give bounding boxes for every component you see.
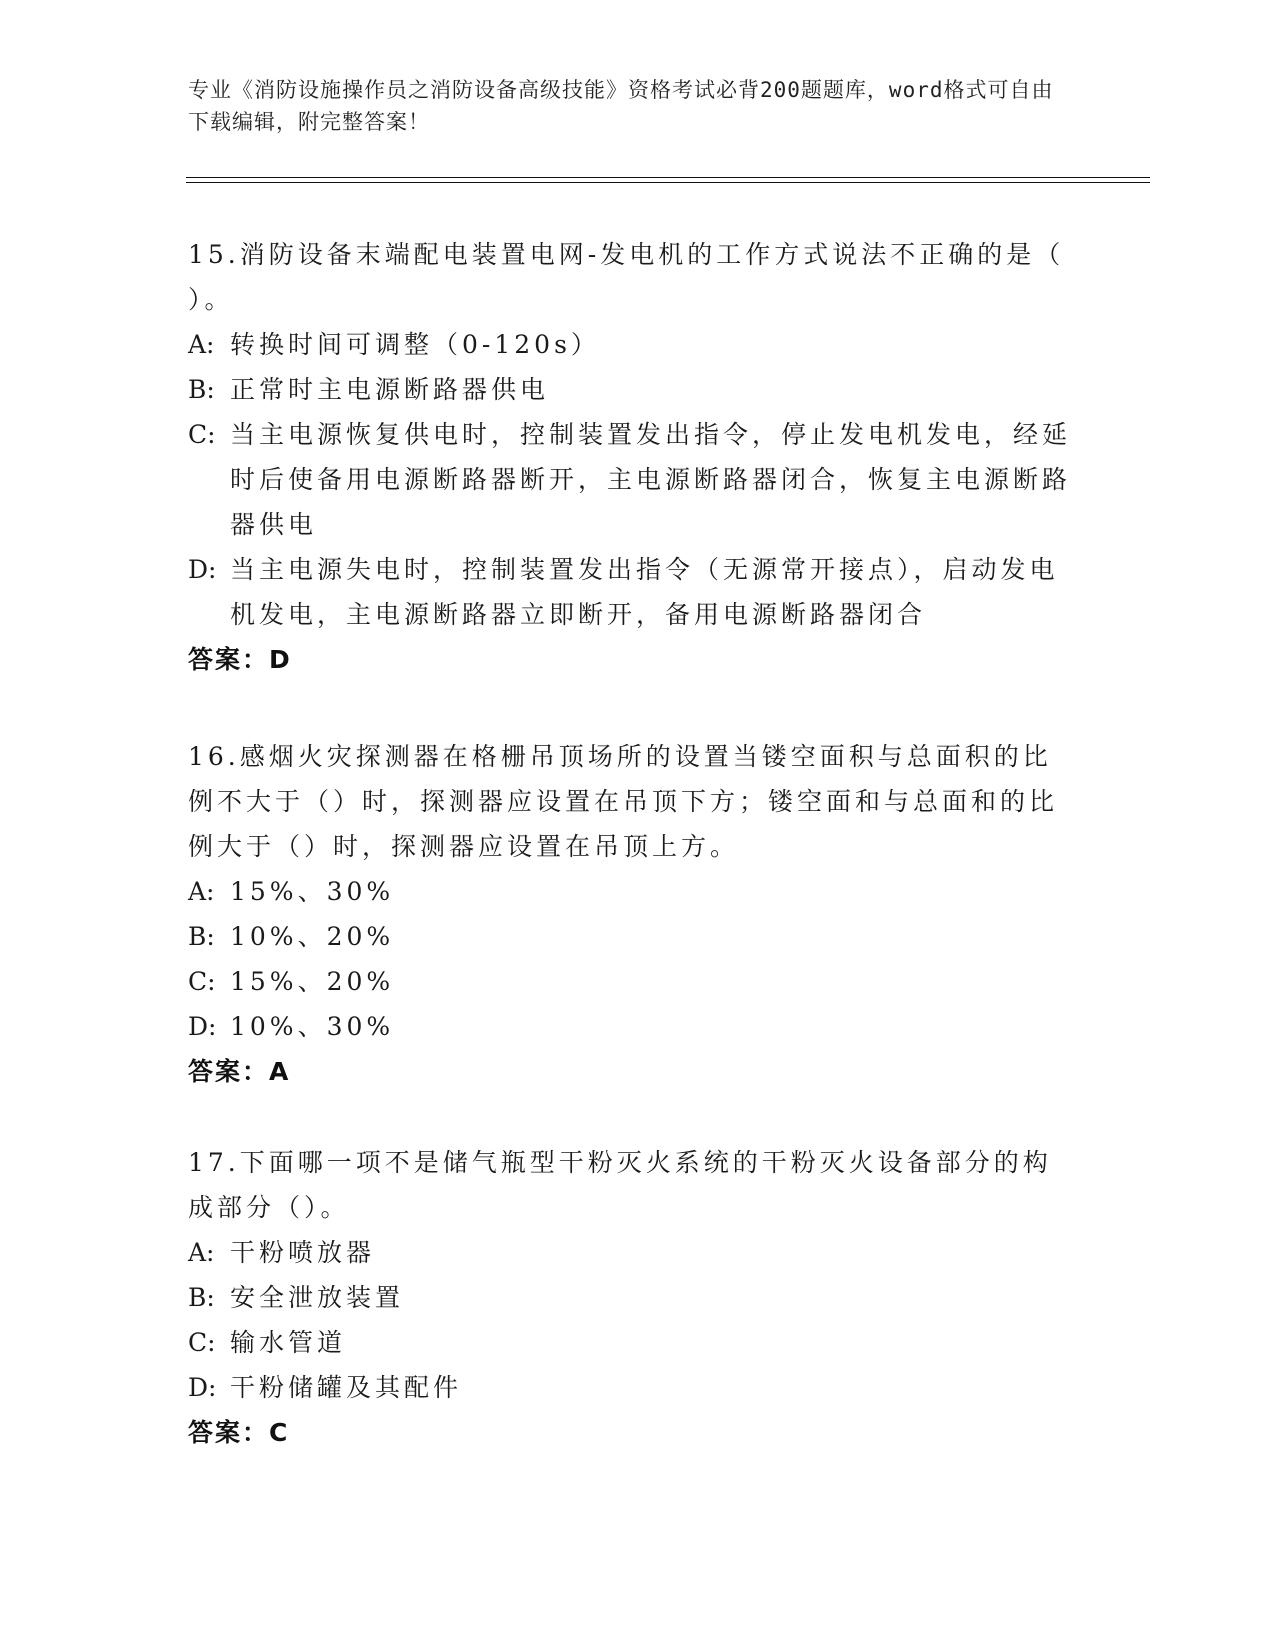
- option-text: 15%、20%: [230, 967, 395, 996]
- answer-line: 答案：C: [188, 1418, 290, 1447]
- option-key: B:: [188, 1283, 215, 1312]
- option-text: 正常时主电源断路器供电: [230, 375, 550, 404]
- option-key: D:: [188, 1373, 217, 1402]
- option-key: C:: [188, 1328, 216, 1357]
- document-header: 专业《消防设施操作员之消防设备高级技能》资格考试必背200题题库，word格式可自由下载编辑，附完整答案！: [188, 78, 1054, 134]
- question-stem: 17.下面哪一项不是储气瓶型干粉灭火系统的干粉灭火设备部分的构成部分（）。: [188, 1148, 1052, 1222]
- option-key: A:: [188, 1238, 215, 1267]
- option-text: 10%、20%: [230, 922, 395, 951]
- option-d: [188, 1365, 1078, 1410]
- option-b: [188, 1275, 1078, 1320]
- answer-line: 答案：D: [188, 645, 292, 674]
- option-b: [188, 367, 1078, 412]
- option-a: [188, 322, 1078, 367]
- option-c: [188, 959, 1078, 1004]
- option-key: D:: [188, 1012, 217, 1041]
- option-c: [188, 1320, 1078, 1365]
- header-divider-top: [186, 177, 1150, 178]
- option-text: 干粉喷放器: [230, 1238, 376, 1267]
- option-c: [188, 412, 1078, 547]
- question-17: [188, 1140, 1078, 1455]
- option-text: 当主电源恢复供电时，控制装置发出指令，停止发电机发电，经延时后使备用电源断路器断开，主电源断路器闭合，恢复主电源断路器供电: [230, 420, 1072, 539]
- option-text: 安全泄放装置: [230, 1283, 405, 1312]
- question-16: [188, 734, 1078, 1094]
- option-key: B:: [188, 375, 215, 404]
- option-d: [188, 547, 1078, 637]
- question-15: [188, 232, 1078, 682]
- header-divider-bottom: [186, 182, 1150, 183]
- option-key: A:: [188, 330, 215, 359]
- option-text: 10%、30%: [230, 1012, 395, 1041]
- option-key: C:: [188, 420, 216, 449]
- question-stem: 15.消防设备末端配电装置电网-发电机的工作方式说法不正确的是（ ）。: [188, 240, 1065, 314]
- question-stem: 16.感烟火灾探测器在格栅吊顶场所的设置当镂空面积与总面积的比例不大于（）时，探测器应设置在吊顶下方；镂空面和与总面和的比例大于（）时，探测器应设置在吊顶上方。: [188, 742, 1059, 861]
- option-text: 干粉储罐及其配件: [230, 1373, 463, 1402]
- option-text: 转换时间可调整（0-120s）: [230, 330, 600, 359]
- option-b: [188, 914, 1078, 959]
- option-d: [188, 1004, 1078, 1049]
- option-key: B:: [188, 922, 215, 951]
- option-key: D:: [188, 555, 217, 584]
- option-text: 输水管道: [230, 1328, 347, 1357]
- option-text: 15%、30%: [230, 877, 395, 906]
- option-key: C:: [188, 967, 216, 996]
- option-text: 当主电源失电时，控制装置发出指令（无源常开接点），启动发电机发电，主电源断路器立即断开，备用电源断路器闭合: [230, 555, 1059, 629]
- option-key: A:: [188, 877, 215, 906]
- option-a: [188, 869, 1078, 914]
- option-a: [188, 1230, 1078, 1275]
- answer-line: 答案：A: [188, 1057, 291, 1086]
